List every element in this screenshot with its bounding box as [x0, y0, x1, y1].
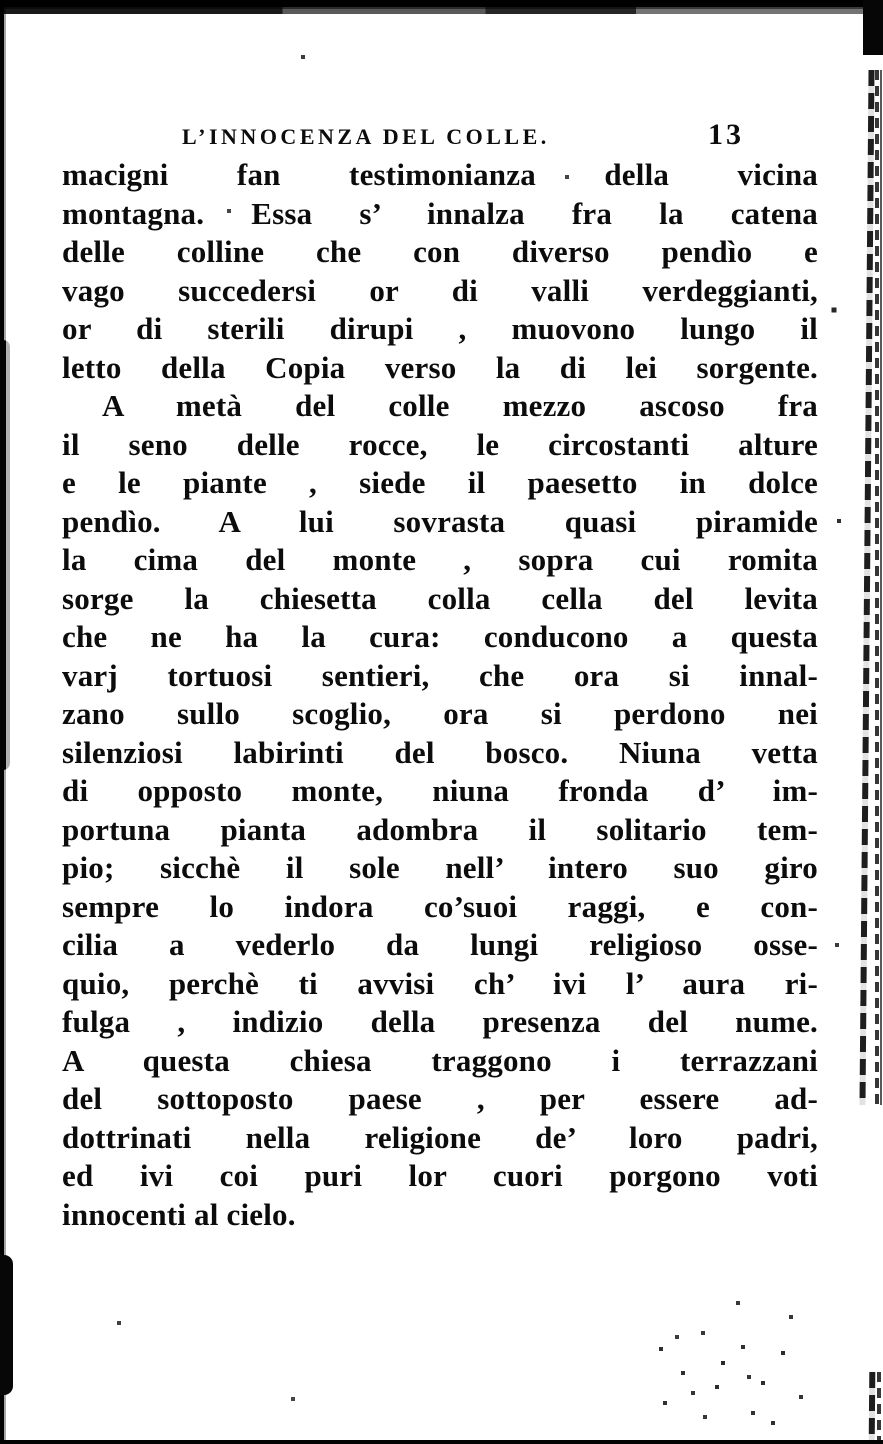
scan-edge-right-streaks	[853, 70, 883, 1105]
text-line: che ne ha la cura: conducono a questa	[62, 619, 818, 654]
scan-streak	[859, 70, 874, 1105]
text-line: varj tortuosi sentieri, che ora si innal-	[62, 657, 818, 693]
text-line: or di sterili dirupi , muovono lungo il	[62, 311, 818, 346]
text-line: di opposto monte, niuna fronda d’ im-	[62, 773, 818, 808]
scan-edge-left-bottom-blotch	[0, 1255, 13, 1395]
text-line: A metà del colle mezzo ascoso fra	[102, 388, 818, 423]
text-line: zano sullo scoglio, ora si perdono nei	[62, 696, 818, 731]
text-line: letto della Copia verso la di lei sorgente.	[62, 349, 818, 385]
text-line: innocenti al cielo.	[62, 1196, 296, 1232]
text-line: quio, perchè ti avvisi ch’ ivi l’ aura ri-	[62, 965, 818, 1001]
text-line: ed ivi coi puri lor cuori porgono voti	[62, 1158, 818, 1193]
text-line: e le piante , siede il paesetto in dolce	[62, 465, 818, 500]
scan-streak	[880, 70, 882, 1105]
text-line: montagna. Essa s’ innalza fra la catena	[62, 195, 818, 231]
scan-edge-top	[0, 0, 883, 14]
text-line: fulga , indizio della presenza del nume.	[62, 1004, 818, 1039]
text-line: vago succedersi or di valli verdeggianti,	[62, 272, 818, 308]
text-line: cilia a vederlo da lungi religioso osse-	[62, 927, 818, 962]
text-block	[62, 156, 818, 1234]
text-line: il seno delle rocce, le circostanti alture	[62, 426, 818, 462]
text-line: A questa chiesa traggono i terrazzani	[62, 1042, 818, 1078]
text-line: delle colline che con diverso pendìo e	[62, 234, 818, 269]
text-line: sorge la chiesetta colla cella del levita	[62, 580, 818, 616]
text-line: macigni fan testimonianza della vicina	[62, 157, 818, 192]
text-line: pendìo. A lui sovrasta quasi piramide	[62, 503, 818, 539]
text-line: la cima del monte , sopra cui romita	[62, 542, 818, 577]
scan-corner-top-right	[863, 0, 883, 55]
chapter-title: L’INNOCENZA DEL COLLE.	[182, 124, 550, 149]
text-line: silenziosi labirinti del bosco. Niuna vetta	[62, 734, 818, 770]
running-head	[62, 118, 820, 158]
scan-streak	[869, 1372, 876, 1444]
text-line: sempre lo indora co’suoi raggi, e con-	[62, 888, 818, 924]
text-line: portuna pianta adombra il solitario tem-	[62, 811, 818, 847]
text-line: del sottoposto paese , per essere ad-	[62, 1081, 818, 1116]
scan-streak	[877, 1372, 881, 1444]
text-line: pio; sicchè il sole nell’ intero suo giro	[62, 850, 818, 885]
scan-streak	[875, 70, 879, 1105]
scan-edge-right-bottom-streaks	[863, 1372, 883, 1444]
scan-edge-left-blotch	[0, 340, 10, 770]
scan-edge-bottom	[0, 1440, 883, 1444]
page-number: 13	[708, 118, 744, 151]
text-line: dottrinati nella religione de’ loro padri,	[62, 1119, 818, 1155]
